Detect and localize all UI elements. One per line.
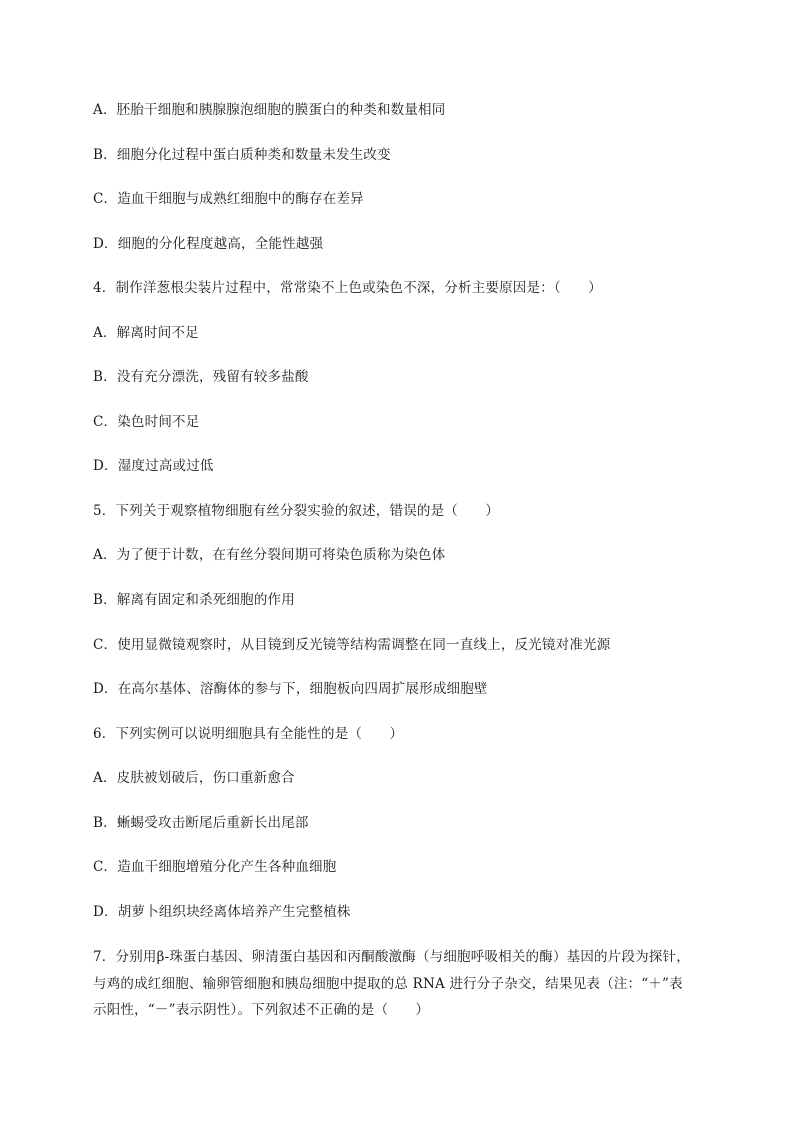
q3-option-d: D．细胞的分化程度越高，全能性越强 xyxy=(93,236,324,252)
q6-option-a: A．皮肤被划破后，伤口重新愈合 xyxy=(93,770,295,786)
q5-option-b: B．解离有固定和杀死细胞的作用 xyxy=(93,592,295,608)
q4-option-c: C．染色时间不足 xyxy=(93,414,200,430)
q5-stem: 5．下列关于观察植物细胞有丝分裂实验的叙述，错误的是（ ） xyxy=(93,503,500,519)
q4-option-b: B．没有充分漂洗，残留有较多盐酸 xyxy=(93,369,309,385)
q6-option-c: C．造血干细胞增殖分化产生各种血细胞 xyxy=(93,859,337,875)
q4-option-d: D．湿度过高或过低 xyxy=(93,458,214,474)
q4-option-a: A．解离时间不足 xyxy=(93,325,199,341)
q5-option-a: A．为了便于计数，在有丝分裂间期可将染色质称为染色体 xyxy=(93,547,446,563)
q6-option-b: B．蜥蜴受攻击断尾后重新长出尾部 xyxy=(93,815,309,831)
q5-option-d: D．在高尔基体、溶酶体的参与下，细胞板向四周扩展形成细胞壁 xyxy=(93,681,488,697)
q5-option-c: C．使用显微镜观察时，从目镜到反光镜等结构需调整在同一直线上，反光镜对准光源 xyxy=(93,637,611,653)
q6-option-d: D．胡萝卜组织块经离体培养产生完整植株 xyxy=(93,904,351,920)
q3-option-b: B．细胞分化过程中蛋白质种类和数量未发生改变 xyxy=(93,147,391,163)
q4-stem: 4．制作洋葱根尖装片过程中，常常染不上色或染色不深，分析主要原因是：（ ） xyxy=(93,280,602,296)
q7-stem-line-2: 与鸡的成红细胞、输卵管细胞和胰岛细胞中提取的总 RNA 进行分子杂交，结果见表（注：“＋”表 xyxy=(93,976,683,992)
q7-stem-line-1: 7．分别用β-珠蛋白基因、卵清蛋白基因和丙酮酸激酶（与细胞呼吸相关的酶）基因的片段为探针， xyxy=(93,949,690,965)
q3-option-c: C．造血干细胞与成熟红细胞中的酶存在差异 xyxy=(93,191,364,207)
q7-stem-line-3: 示阳性，“－”表示阴性）。下列叙述不正确的是（ ） xyxy=(93,1002,430,1018)
q6-stem: 6．下列实例可以说明细胞具有全能性的是（ ） xyxy=(93,726,404,742)
q3-option-a: A．胚胎干细胞和胰腺腺泡细胞的膜蛋白的种类和数量相同 xyxy=(93,102,446,118)
